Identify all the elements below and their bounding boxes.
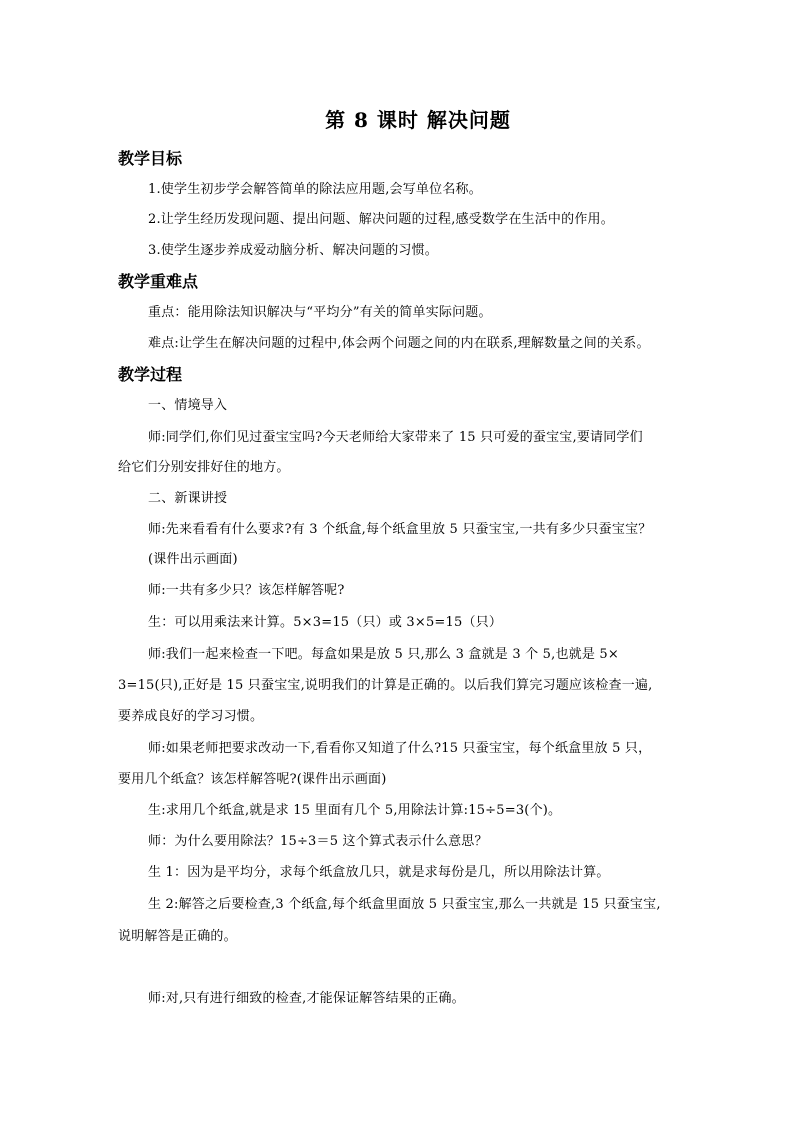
process-line: 师:我们一起来检查一下吧。每盒如果是放 5 只,那么 3 盒就是 3 个 5,也就是 5× [148,647,619,662]
process-line: 师:一共有多少只？该怎样解答呢? [148,583,345,598]
process-line: 生：可以用乘法来计算。5×3=15（只）或 3×5=15（只） [148,615,503,630]
process-line: 给它们分别安排好住的地方。 [118,460,290,475]
goal-item-3: 3.使学生逐步养成爱动脑分析、解决问题的习惯。 [148,243,439,258]
process-line: 师:同学们,你们见过蚕宝宝吗?今天老师给大家带来了 15 只可爱的蚕宝宝,要请同学们 [148,430,643,445]
process-line: 3=15(只),正好是 15 只蚕宝宝,说明我们的计算是正确的。以后我们算完习题应该检查一遍, [118,678,653,693]
key-point-line: 重点：能用除法知识解决与“平均分”有关的简单实际问题。 [148,305,492,320]
process-line: 师:如果老师把要求改动一下,看看你又知道了什么?15 只蚕宝宝，每个纸盒里放 5 只， [148,741,652,756]
process-line: 生:求用几个纸盒,就是求 15 里面有几个 5,用除法计算:15÷5=3(个)。 [148,803,562,818]
process-line: 说明解答是正确的。 [118,929,237,944]
page-title: 第 8 课时 解决问题 [325,108,511,132]
goal-item-1: 1.使学生初步学会解答简单的除法应用题,会写单位名称。 [148,182,482,197]
process-line: 师:对,只有进行细致的检查,才能保证解答结果的正确。 [148,991,465,1006]
section-heading-key-points: 教学重难点 [118,272,199,291]
process-line: 师:先来看看有什么要求?有 3 个纸盒,每个纸盒里放 5 只蚕宝宝,一共有多少只蚕宝宝？ [148,522,652,537]
process-line: 生 2:解答之后要检查,3 个纸盒,每个纸盒里面放 5 只蚕宝宝,那么一共就是 15 只蚕宝宝, [148,897,661,912]
difficult-point-line: 难点:让学生在解决问题的过程中,体会两个问题之间的内在联系,理解数量之间的关系。 [148,336,650,351]
process-line: 要养成良好的学习习惯。 [118,709,264,724]
process-line: 生 1：因为是平均分，求每个纸盒放几只，就是求每份是几，所以用除法计算。 [148,865,610,880]
process-line: 二、新课讲授 [148,491,228,506]
goal-item-2: 2.让学生经历发现问题、提出问题、解决问题的过程,感受数学在生活中的作用。 [148,212,614,227]
process-line: 师：为什么要用除法？15÷3＝5 这个算式表示什么意思？ [148,834,488,849]
section-heading-goals: 教学目标 [118,149,183,168]
process-line: (课件出示画面) [148,552,238,567]
section-heading-process: 教学过程 [118,365,183,384]
process-line: 要用几个纸盒？该怎样解答呢?(课件出示画面) [118,772,387,787]
process-line: 一、情境导入 [148,398,228,413]
